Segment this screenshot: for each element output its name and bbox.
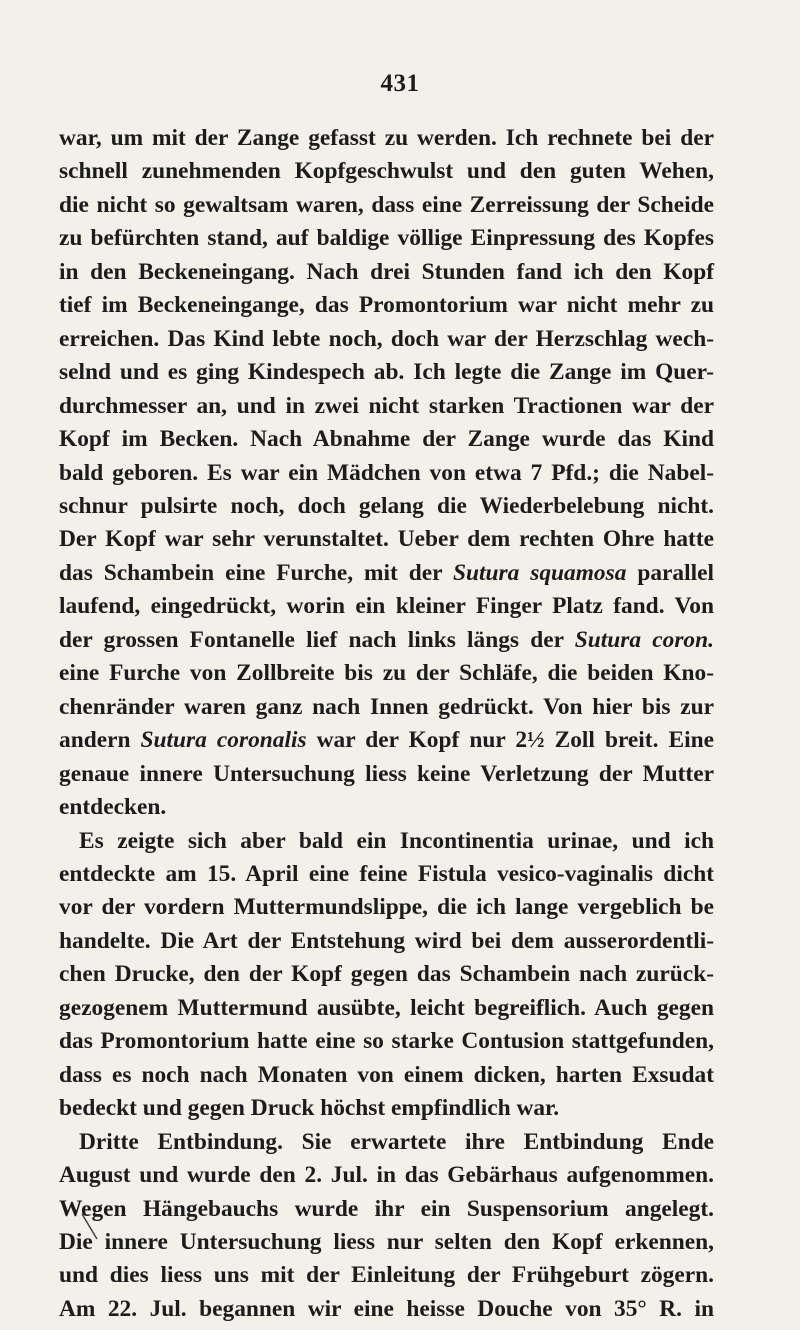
text-line <box>59 1126 714 1159</box>
text-line <box>59 724 714 757</box>
text-run: handelte. Die Art der Entstehung wird bei dem ausserordentli- <box>59 927 714 954</box>
text-run: die nicht so gewaltsam waren, dass eine Zerreissung der Scheide <box>59 191 714 218</box>
text-run: August und wurde den 2. Jul. in das Gebärhaus aufgenommen. <box>59 1162 714 1189</box>
text-run: chenränder waren ganz nach Innen gedrückt. Von hier bis zur <box>59 693 714 720</box>
text-run: das Promontorium hatte eine so starke Contusion stattgefunden, <box>59 1028 714 1055</box>
text-run: dass es noch nach Monaten von einem dicken, harten Exsudat <box>59 1061 714 1088</box>
text-line <box>59 256 714 289</box>
text-line <box>59 1025 714 1058</box>
text-line <box>59 390 714 423</box>
text-run: andern <box>59 727 141 754</box>
text-run: der grossen Fontanelle lief nach links längs der <box>59 626 575 653</box>
text-line <box>59 891 714 924</box>
text-line <box>59 490 714 523</box>
text-line <box>59 1193 714 1226</box>
text-line <box>59 992 714 1025</box>
text-line <box>59 122 714 155</box>
text-run: schnur pulsirte noch, doch gelang die Wiederbelebung nicht. <box>59 492 714 519</box>
text-line <box>59 925 714 958</box>
text-run: gezogenem Muttermund ausübte, leicht begreiflich. Auch gegen <box>59 994 714 1021</box>
italic-term: Sutura coronalis <box>140 727 307 754</box>
text-run: Dritte Entbindung. Sie erwartete ihre Entbindung Ende <box>79 1128 714 1155</box>
text-line <box>59 657 714 690</box>
text-line <box>59 155 714 188</box>
text-run: eine Furche von Zollbreite bis zu der Schläfe, die beiden Kno- <box>59 660 714 687</box>
text-run: das Schambein eine Furche, mit der <box>59 559 453 586</box>
text-run: bedeckt und gegen Druck höchst empfindlich war. <box>59 1095 560 1122</box>
text-run: tief im Beckeneingange, das Promontorium war nicht mehr zu <box>59 292 714 319</box>
text-run: bald geboren. Es war ein Mädchen von etwa 7 Pfd.; die Nabel- <box>59 459 714 486</box>
text-line <box>59 323 714 356</box>
text-line <box>59 1059 714 1092</box>
text-line <box>59 691 714 724</box>
text-run: schnell zunehmenden Kopfgeschwulst und den guten Wehen, <box>59 158 714 185</box>
text-line <box>59 557 714 590</box>
text-run: chen Drucke, den der Kopf gegen das Schambein nach zurück- <box>59 961 714 988</box>
pen-stroke-mark <box>80 1212 100 1242</box>
text-line <box>59 289 714 322</box>
text-run: genaue innere Untersuchung liess keine Verletzung der Mutter <box>59 760 714 787</box>
text-line <box>59 1159 714 1192</box>
text-line <box>59 356 714 389</box>
text-run: vor der vordern Muttermundslippe, die ich lange vergeblich be <box>59 894 714 921</box>
text-run: durchmesser an, und in zwei nicht starken Tractionen war der <box>59 392 714 419</box>
text-line <box>59 523 714 556</box>
text-run: Der Kopf war sehr verunstaltet. Ueber dem rechten Ohre hatte <box>59 526 714 553</box>
text-line <box>59 858 714 891</box>
text-run: Wegen Hängebauchs wurde ihr ein Suspensorium angelegt. <box>59 1195 714 1222</box>
text-run: Am 22. Jul. begannen wir eine heisse Douche von 35° R. in <box>59 1295 714 1322</box>
text-run: war der Kopf nur 2½ Zoll breit. Eine <box>306 727 714 754</box>
text-line <box>59 825 714 858</box>
text-run: in den Beckeneingang. Nach drei Stunden fand ich den Kopf <box>59 258 714 285</box>
text-line <box>59 758 714 791</box>
text-run: parallel <box>626 559 714 586</box>
body-text <box>59 122 714 1326</box>
text-line <box>59 1092 714 1125</box>
italic-term: Sutura coron. <box>574 626 714 653</box>
text-run: laufend, eingedrückt, worin ein kleiner Finger Platz fand. Von <box>59 593 714 620</box>
text-line <box>59 791 714 824</box>
text-line <box>59 1226 714 1259</box>
text-run: Kopf im Becken. Nach Abnahme der Zange wurde das Kind <box>59 426 714 453</box>
text-run: entdeckte am 15. April eine feine Fistula vesico-vaginalis dicht <box>59 860 714 887</box>
text-line <box>59 423 714 456</box>
text-line <box>59 189 714 222</box>
text-run: Es zeigte sich aber bald ein Incontinentia urinae, und ich <box>79 827 714 854</box>
text-line <box>59 222 714 255</box>
text-run: zu befürchten stand, auf baldige völlige Einpressung des Kopfes <box>59 225 714 252</box>
text-line <box>59 457 714 490</box>
text-line <box>59 1259 714 1292</box>
text-line <box>59 624 714 657</box>
text-run: entdecken. <box>59 794 167 821</box>
text-run: Die innere Untersuchung liess nur selten den Kopf erkennen, <box>59 1228 714 1255</box>
text-run: erreichen. Das Kind lebte noch, doch war der Herzschlag wech- <box>59 325 714 352</box>
text-line <box>59 1293 714 1326</box>
italic-term: Sutura squamosa <box>453 559 627 586</box>
text-run: war, um mit der Zange gefasst zu werden. Ich rechnete bei der <box>59 125 714 151</box>
text-run: und dies liess uns mit der Einleitung der Frühgeburt zögern. <box>59 1262 714 1289</box>
text-line <box>59 958 714 991</box>
text-run: selnd und es ging Kindespech ab. Ich legte die Zange im Quer- <box>59 359 714 386</box>
text-line <box>59 590 714 623</box>
page-number: 431 <box>380 70 420 97</box>
